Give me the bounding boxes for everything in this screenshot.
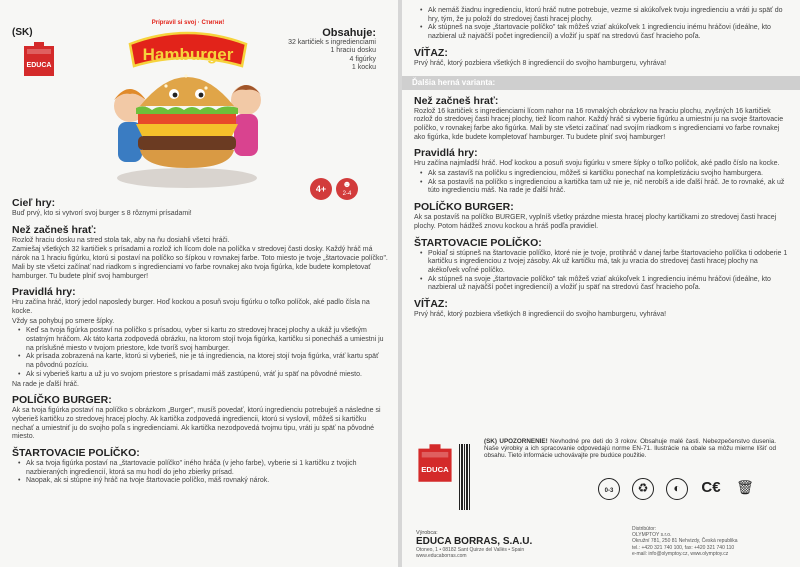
section-title-goal: Cieľ hry: [12, 197, 56, 209]
weee-bin-icon: 🗑 [736, 479, 754, 495]
distributor-address: Okružní 781, 250 81 Nehvizdy, Česká republika [632, 538, 738, 545]
start-square-bullets-continued [414, 7, 790, 42]
list-item: • Ak sa postavíš na políčko s ingredienciou a kartička tam už nie je, nič nerobíš a ide ďalší hráč. Je to rovnaké, ak už túto ingredienciu máš. Na rade je ďalší hráč. [428, 179, 790, 196]
section-title-start-square: ŠTARTOVACIE POLÍČKO: [12, 447, 140, 460]
list-item: • Ak stúpneš na svoje „štartovacie políčko" tak môžeš vziať akúkoľvek 1 ingredienciu inému hráčovi (ideálne, kto nazbieral už najväčší počet ingrediencií) a vložiť ju späť na stredovú časť hracieho poľa. [428, 24, 790, 41]
rules-column-right [414, 6, 790, 320]
list-item: • Ak si vyberieš kartu a už ju vo svojom priestore s prísadami máš zastúpenú, vráť ju späť na pôvodné miesto. [26, 371, 388, 380]
players-icon: ☻ [342, 179, 352, 189]
distributor-email: e-mail: info@olymptoy.cz, www.olymptoy.cz [632, 550, 729, 557]
list-item: • Ak sa zastavíš na políčku s ingredienciou, môžeš si kartičku ponechať na kompletizáciu svojho hamburgera. [428, 170, 790, 179]
barcode [458, 442, 472, 512]
choking-hazard-icon [598, 478, 620, 500]
manufacturer-label: Výrobca: [416, 530, 438, 536]
burger-square-text: Ak sa tvoja figúrka postaví na políčko s obrázkom „Burger", musíš povedať, ktorú ingredienciu potrebuješ a následne si vyberieš kartičku zo stredovej hracej plochy. Ak kartička zodpovedá ingrediencii, ktorú si vyslovil, môžeš si kartičku nechať a umiestniť ju do svojho poľa s ingredienciami. Ak kartička nezodpovedá tvojmu tipu, vráti ju späť na pôvodné miesto. [12, 407, 381, 441]
manufacturer-web: www.educaborras.com [416, 553, 467, 559]
legal-footer [402, 430, 800, 567]
rules-text: Vždy sa pohybuj po smere šípky. [12, 317, 115, 325]
distributor-label: Distribútor: [632, 526, 657, 532]
rules-text: Na rade je ďalší hráč. [12, 380, 79, 388]
section-title-rules: Pravidlá hry: [12, 286, 76, 299]
contents-item: 1 kocku [351, 63, 376, 71]
section-title-setup: Než začneš hrať: [414, 94, 499, 107]
list-item: • Keď sa tvoja figúrka postaví na políčko s prísadou, vyber si kartu zo stredovej hracej plochy a ukáž ju všetkým ostatným hráčom. Ak táto karta zodpovedá obrázku, na ktorom stojí tvoja figúrka, kartičku si ponecháš a umiestni ju na príslušné miesto v tvojom priestore, kde tvoríš svoj hamburger. [26, 327, 388, 353]
manufacturer-name: EDUCA BORRAS, S.A.U. [416, 536, 533, 547]
game-title: Hamburger [142, 45, 234, 64]
left-page [0, 0, 398, 567]
contents-item: 32 kartičiek s ingredienciami [288, 39, 376, 46]
rules-text: Hru začína najmladší hráč. Hoď kockou a posuň svoju figúrku v smere šípky o toľko políčok, aké padlo číslo na kocke. [414, 160, 780, 168]
section-title-burger-square: POLÍČKO BURGER: [12, 394, 112, 407]
box-illustration [96, 8, 278, 192]
list-item: • Ak nemáš žiadnu ingredienciu, ktorú hráč nutne potrebuje, vezme si akúkoľvek tvoju ingredienciu a vráti ju späť do hry, tým, že ju položí do stredovej časti hracej plochy. [428, 7, 790, 24]
distributor-phone: tel.: +420 321 740 100, fax: +420 321 740 110 [632, 544, 735, 551]
educa-logo-text: EDUCA [421, 464, 449, 474]
rules-text: Hru začína hráč, ktorý jedol naposledy burger. Hoď kockou a posuň svoju figúrku o toľko políčok, aké padlo čísla na kocke. [12, 299, 370, 315]
educa-logo-text: EDUCA [26, 62, 52, 69]
section-title-setup: Než začneš hrať: [12, 223, 97, 236]
certification-icons [598, 478, 778, 504]
educa-logo [22, 40, 56, 78]
setup-text: Zamiešaj všetkých 32 kartičiek s prísadami a rozlož ich lícom dole na políčka v stredovej časti dosky. Každý hráč má nárok na 1 hraciu figúrku, ktorú si postaví na políčko so šípkou v rovnakej farbe. Toto miesto je tvoje „štartovacie políčko". Mali by ste všetci začínať nad riadkom s ingredienciami vo farbe rovnakej ako tvoja figúrka, kde budete kompletovať hamburger. Tu budete plniť svoj hamburger! [12, 246, 388, 280]
winner-text: Prvý hráč, ktorý pozbiera všetkých 8 ingrediencií do svojho hamburgeru, vyhráva! [414, 311, 667, 319]
list-item: • Pokiaľ si stúpneš na štartovacie políčko, ktoré nie je tvoje, protihráč v danej farbe štartovacieho políčka ti odoberie 1 kartičku s ingredienciou z tvojej zásoby. Ak už kartičku má, tak ju vracia do stredovej časti hracej plochy na akékoľvek voľné políčko. [428, 250, 790, 276]
age-badge: 4+ [310, 178, 332, 200]
section-title-rules: Pravidlá hry: [414, 147, 478, 160]
list-item: • Naopak, ak si stúpne iný hráč na tvoje štartovacie políčko, máš rovnaký nárok. [26, 477, 388, 486]
warning-lead: (SK) UPOZORNENIE! [484, 438, 548, 445]
goal-text: Buď prvý, kto si vytvorí svoj burger s 8 rôznymi prísadami! [12, 210, 192, 217]
section-title-start-square: ŠTARTOVACIE POLÍČKO: [414, 236, 542, 249]
list-item: • Ak prísada zobrazená na karte, ktorú si vyberieš, nie je tá ingrediencia, na ktorej stojí tvoja figúrka, vráť kartu späť na pôvodnú pozíciu. [26, 353, 388, 370]
warning-text: Nevhodné pre deti do 3 rokov. Obsahuje malé časti. Nebezpečenstvo dusenia. Naše výrobky a ich spracovanie odpovedajú norme EN-71. Ilustrácie na obale sa môžu mierne líšiť od obsahu. Tieto informácie uchovávajte pre budúce použitie. [484, 438, 776, 460]
choking-label: 0-3 [604, 488, 614, 494]
educa-logo [416, 442, 454, 484]
recycle-icon: ♻ [632, 478, 654, 500]
distributor-info [632, 526, 792, 557]
rules-bullets [12, 327, 388, 379]
rules-bullets [414, 170, 790, 196]
players-count: 2-4 [342, 191, 352, 197]
contents-title: Obsahuje: [322, 27, 376, 39]
manufacturer-info [416, 530, 566, 559]
contents-item: 1 hraciu dosku [330, 47, 376, 55]
start-square-bullets [414, 250, 790, 294]
setup-text: Rozlož hraciu dosku na stred stola tak, aby na ňu dosiahli všetci hráči. [12, 236, 230, 244]
language-code: (SK) [12, 27, 33, 38]
contents-item: 4 figúrky [349, 55, 376, 63]
right-page [402, 0, 800, 567]
section-title-winner: VÍŤAZ: [414, 298, 448, 311]
box-subtitle: Prípravil si svoj · Стигни! [151, 20, 225, 26]
safety-warning [484, 438, 776, 460]
rules-column-left [12, 197, 388, 486]
start-square-bullets [12, 460, 388, 486]
winner-text: Prvý hráč, ktorý pozbiera všetkých 8 ingrediencií do svojho hamburgeru, vyhráva! [414, 59, 667, 67]
setup-text: Rozlož 16 kartičiek s ingredienciami lícom nahor na 16 rovnakých obrázkov na hraciu plochu, zvyšných 16 kartičiek rozlož do stredovej časti hracej plochy, tiež lícom nahor. Každý hráč si vyberie figúrku a umiestni ju na svoje štartovacie políčko, v rovnakej farbe ako figúrka. Mali by ste všetci začínať nad svojím riadkom s ingredienciami vo farbe rovnakej ako figúrka, kde budete kompletovať hamburger. Tu budete plniť svoj hamburger! [414, 107, 784, 141]
section-title-winner: VÍŤAZ: [414, 46, 448, 59]
contents-list [258, 27, 376, 72]
list-item: • Ak stúpneš na svoje „štartovacie políčko" tak môžeš vziať akúkoľvek 1 ingredienciu inému hráčovi (ideálne, kto nazbieral už najväčší počet ingrediencií) a vložiť ju späť na stredovú časť hracieho poľa. [428, 276, 790, 293]
manufacturer-address: Otoneo, 1 • 08182 Sant Quirze del Vallès • Spain [416, 547, 525, 553]
section-title-burger-square: POLÍČKO BURGER: [414, 201, 514, 214]
variant-band: Ďalšia herná varianta: [402, 76, 800, 90]
green-dot-icon: ◐ [666, 478, 688, 500]
distributor-name: OLYMPTOY s.r.o. [632, 532, 672, 539]
list-item: • Ak sa tvoja figúrka postaví na „štartovacie políčko" iného hráča (v jeho farbe), vyberie si 1 kartičku z tvojich nazbieraných ingrediencií, ktorá sa mu hodí do jeho zbierky prísad. [26, 460, 388, 477]
burger-square-text: Ak sa postavíš na políčko BURGER, vyplníš všetky prázdne miesta hracej plochy kartičkami zo stredovej časti hracej plochy. Potom hádžeš znovu kockou a hráš podľa pravidiel. [414, 214, 777, 230]
ce-mark-icon: C€ [701, 479, 721, 496]
